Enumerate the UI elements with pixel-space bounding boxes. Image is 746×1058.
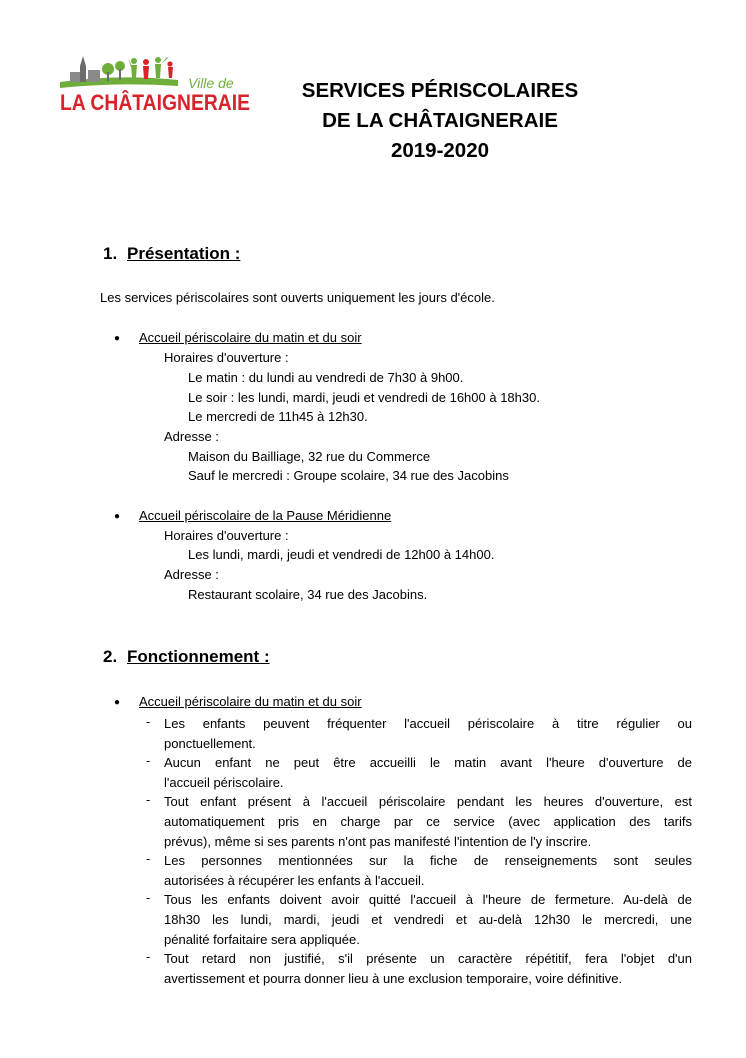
bullet-dot: ● xyxy=(114,511,121,522)
bullet-dot: ● xyxy=(114,697,121,708)
s1-b1-address-label: Adresse : xyxy=(164,429,219,444)
s1-b1-address-1: Maison du Bailliage, 32 rue du Commerce xyxy=(188,449,431,464)
document-title xyxy=(230,76,650,166)
list-item xyxy=(164,890,692,950)
s1-b2-address-1: Restaurant scolaire, 34 rue des Jacobins. xyxy=(188,587,428,602)
list-item-line: Les personnes mentionnées sur la fiche de renseignements sont seules xyxy=(164,853,692,869)
list-item-line: pénalité forfaitaire sera appliquée. xyxy=(164,932,360,948)
list-item-line: autorisées à récupérer les enfants à l'accueil. xyxy=(164,873,425,889)
s1-b1-hours-label: Horaires d'ouverture : xyxy=(164,350,289,365)
list-item xyxy=(164,714,692,754)
title-line-3: 2019-2020 xyxy=(390,139,490,162)
list-item-line: Tout retard non justifié, s'il présente un caractère répétitif, fera l'objet d'un xyxy=(164,951,692,967)
list-dash: - xyxy=(146,753,151,769)
list-item-line: Les enfants peuvent fréquenter l'accueil périscolaire à titre régulier ou xyxy=(164,716,692,731)
s1-b1-hours-3: Le mercredi de 11h45 à 12h30. xyxy=(188,409,368,424)
title-line-2: DE LA CHÂTAIGNERAIE xyxy=(322,109,558,132)
list-item-line: Tout enfant présent à l'accueil périscolaire pendant les heures d'ouverture, est xyxy=(164,794,692,810)
list-item-line: avertissement et pourra donner lieu à une exclusion temporaire, voire définitive. xyxy=(164,971,623,987)
s1-b1-hours-1: Le matin : du lundi au vendredi de 7h30 à 9h00. xyxy=(188,370,464,385)
s1-b2-address-label: Adresse : xyxy=(164,567,219,582)
list-dash: - xyxy=(146,851,151,867)
list-dash: - xyxy=(146,890,151,906)
town-logo xyxy=(58,52,254,116)
title-line-1: SERVICES PÉRISCOLAIRES xyxy=(301,79,579,102)
list-item-line: l'accueil périscolaire. xyxy=(164,775,284,791)
section-1-intro: Les services périscolaires sont ouverts uniquement les jours d'école. xyxy=(100,290,495,305)
logo-graphic xyxy=(58,52,254,116)
list-dash: - xyxy=(146,714,151,729)
section-1-heading xyxy=(103,244,240,264)
s1-b1-hours-2: Le soir : les lundi, mardi, jeudi et vendredi de 16h00 à 18h30. xyxy=(188,390,540,405)
section-2-title: Fonctionnement : xyxy=(127,647,270,666)
section-1-title: Présentation : xyxy=(127,244,241,263)
list-dash: - xyxy=(146,792,151,808)
list-item xyxy=(164,753,692,793)
list-item-line: Aucun enfant ne peut être accueilli le matin avant l'heure d'ouverture de xyxy=(164,755,692,771)
list-item xyxy=(164,851,692,891)
section-1-number: 1. xyxy=(103,244,118,263)
s1-bullet-1-title: Accueil périscolaire du matin et du soir xyxy=(139,330,362,345)
s1-bullet-2-title: Accueil périscolaire de la Pause Méridienne xyxy=(139,508,392,523)
list-item-line: 18h30 les lundi, mardi, jeudi et vendredi et au-delà 12h30 le mercredi, une xyxy=(164,912,692,928)
list-item-line: prévus), même si ses parents n'ont pas manifesté l'intention de l'y inscrire. xyxy=(164,834,592,850)
list-item-line: ponctuellement. xyxy=(164,736,256,751)
list-dash: - xyxy=(146,949,151,965)
logo-town-name: LA CHÂTAIGNERAIE xyxy=(60,90,250,115)
section-2-heading xyxy=(103,647,270,667)
list-item xyxy=(164,792,692,852)
s1-b1-address-2: Sauf le mercredi : Groupe scolaire, 34 rue des Jacobins xyxy=(188,468,509,483)
list-item-line: automatiquement pris en charge par ce service (avec application des tarifs xyxy=(164,814,692,830)
s2-bullet-1-title: Accueil périscolaire du matin et du soir xyxy=(139,694,362,709)
list-item xyxy=(164,949,692,989)
section-2-number: 2. xyxy=(103,647,118,666)
bullet-dot: ● xyxy=(114,333,121,344)
s1-b2-hours-1: Les lundi, mardi, jeudi et vendredi de 12h00 à 14h00. xyxy=(188,547,495,562)
logo-ville-de: Ville de xyxy=(188,75,234,91)
list-item-line: Tous les enfants doivent avoir quitté l'accueil à l'heure de fermeture. Au-delà de xyxy=(164,892,692,908)
s1-b2-hours-label: Horaires d'ouverture : xyxy=(164,528,289,543)
